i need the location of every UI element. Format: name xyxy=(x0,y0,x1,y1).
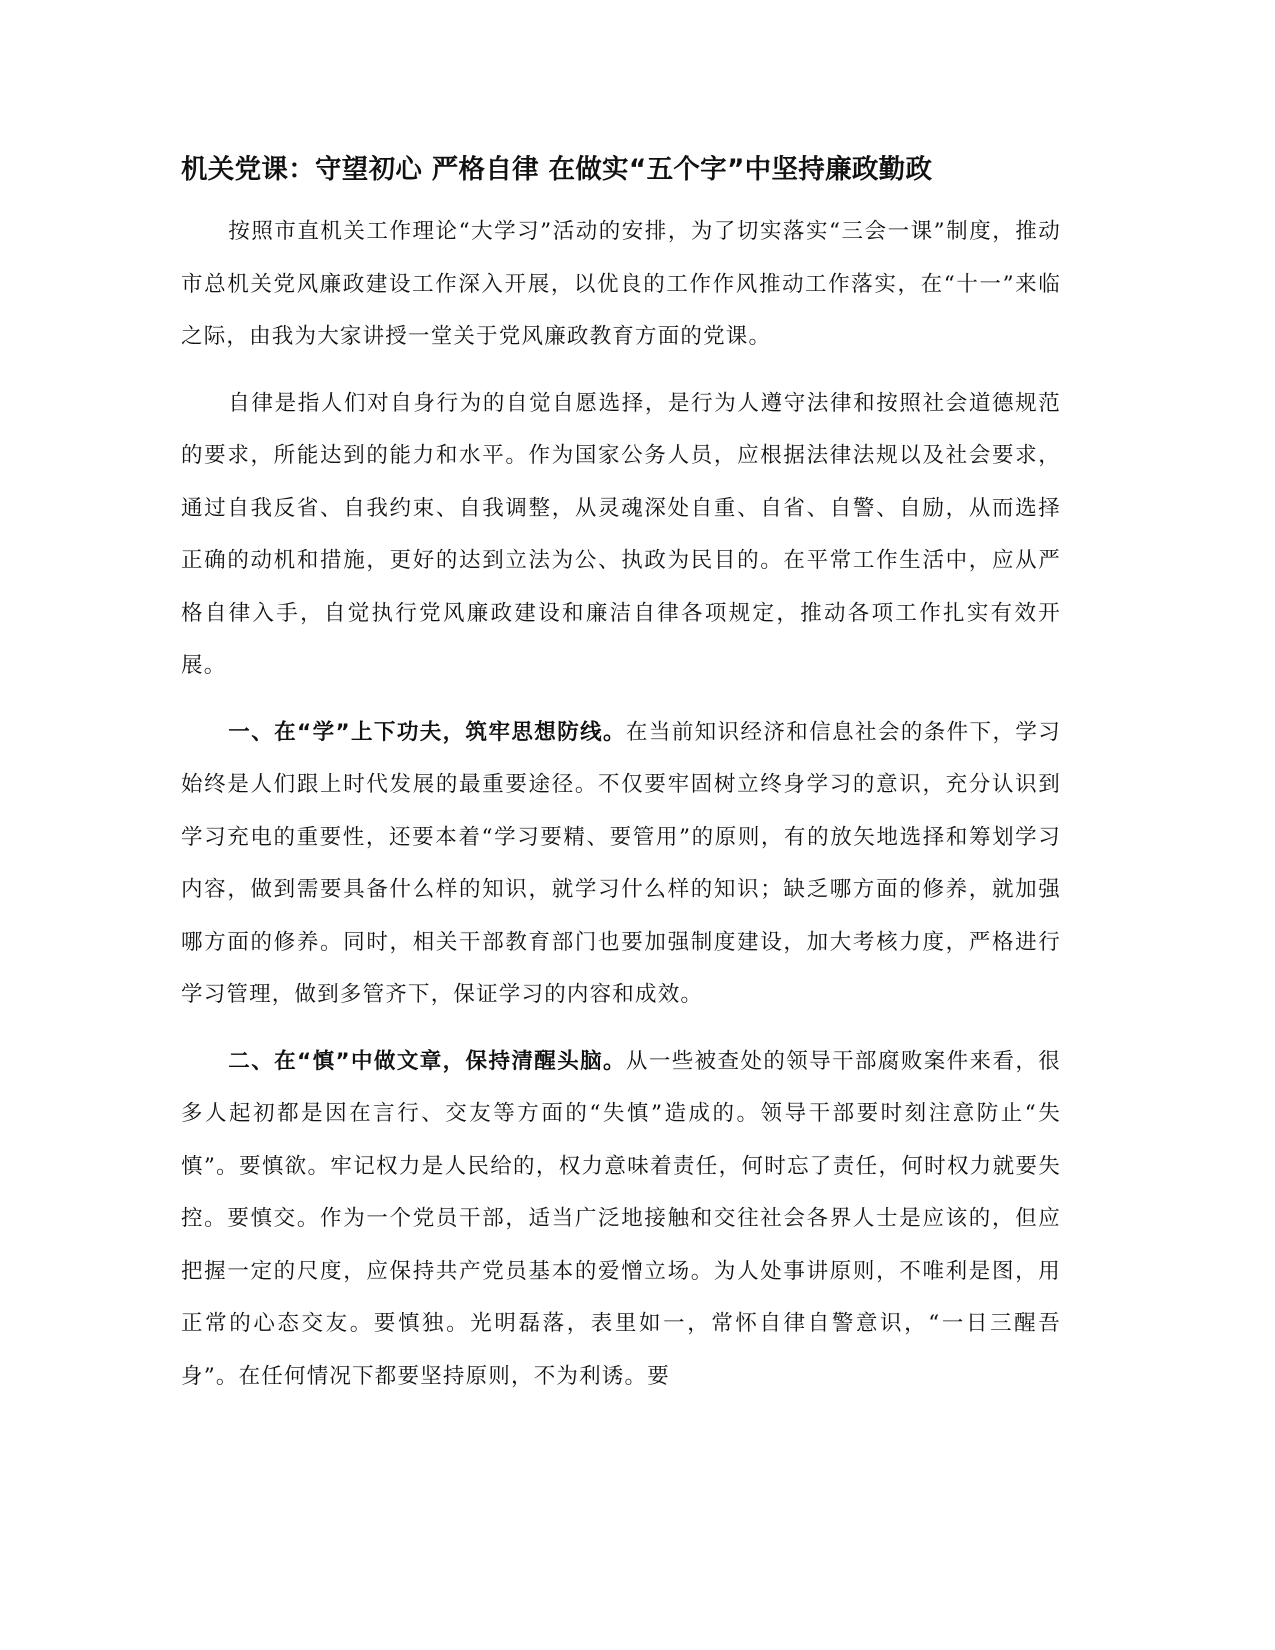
paragraph-intro xyxy=(181,206,1061,364)
paragraph-self-discipline-text: 自律是指人们对自身行为的自觉自愿选择，是行为人遵守法律和按照社会道德规范的要求，所能达到的能力和水平。作为国家公务人员，应根据法律法规以及社会要求，通过自我反省、自我约束、自我调整，从灵魂深处自重、自省、自警、自励，从而选择正确的动机和措施，更好的达到立法为公、执政为民目的。在平常工作生活中，应从严格自律入手，自觉执行党风廉政建设和廉洁自律各项规定，推动各项工作扎实有效开展。 xyxy=(181,390,1061,678)
paragraph-section-2 xyxy=(181,1036,1061,1404)
section-2-heading: 二、在“慎”中做文章，保持清醒头脑。 xyxy=(228,1048,626,1074)
section-1-heading: 一、在“学”上下功夫，筑牢思想防线。 xyxy=(228,719,626,745)
paragraph-self-discipline xyxy=(181,378,1061,693)
document-title: 机关党课：守望初心 严格自律 在做实“五个字”中坚持廉政勤政 xyxy=(181,154,933,185)
section-2-text: 从一些被查处的领导干部腐败案件来看，很多人起初都是因在言行、交友等方面的“失慎”造成的。领导干部要时刻注意防止“失慎”。要慎欲。牢记权力是人民给的，权力意味着责任，何时忘了责任，何时权力就要失控。要慎交。作为一个党员干部，适当广泛地接触和交往社会各界人士是应该的，但应把握一定的尺度，应保持共产党员基本的爱憎立场。为人处事讲原则，不唯利是图，用正常的心态交友。要慎独。光明磊落，表里如一，常怀自律自警意识，“一日三醒吾身”。在任何情况下都要坚持原则，不为利诱。要 xyxy=(181,1048,1061,1389)
paragraph-intro-text: 按照市直机关工作理论“大学习”活动的安排，为了切实落实“三会一课”制度，推动市总机关党风廉政建设工作深入开展，以优良的工作作风推动工作落实，在“十一”来临之际，由我为大家讲授一堂关于党风廉政教育方面的党课。 xyxy=(181,219,1061,349)
paragraph-section-1 xyxy=(181,707,1061,1022)
section-1-text: 在当前知识经济和信息社会的条件下，学习始终是人们跟上时代发展的最重要途径。不仅要牢固树立终身学习的意识，充分认识到学习充电的重要性，还要本着“学习要精、要管用”的原则，有的放矢地选择和筹划学习内容，做到需要具备什么样的知识，就学习什么样的知识；缺乏哪方面的修养，就加强哪方面的修养。同时，相关干部教育部门也要加强制度建设，加大考核力度，严格进行学习管理，做到多管齐下，保证学习的内容和成效。 xyxy=(181,719,1061,1007)
document-page xyxy=(181,150,1061,1417)
